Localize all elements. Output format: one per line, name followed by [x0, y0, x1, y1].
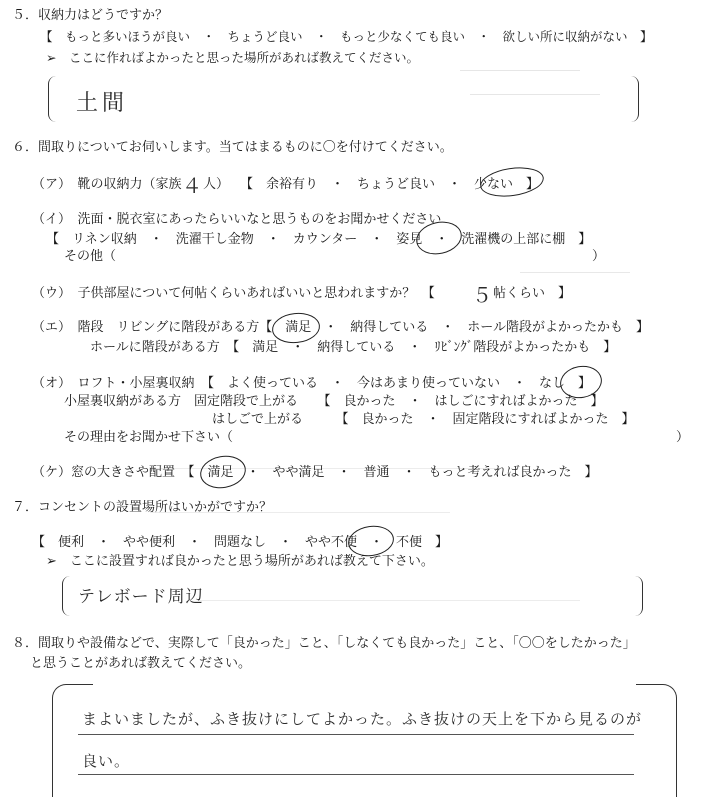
q8-answer-line2: 良い。	[82, 752, 131, 770]
bleed-line	[460, 70, 580, 71]
q6-title: ６．間取りについてお伺いします。当てはまるものに〇を付けてください。	[12, 140, 453, 155]
q7-title: ７．コンセントの設置場所はいかがですか？	[12, 500, 273, 515]
bleed-line	[520, 272, 630, 273]
q5-title: ５．収納力はどうですか？	[12, 8, 169, 23]
q6-a-selection-circle	[478, 164, 545, 201]
q6-u-text: （ウ） 子供部屋について何帖くらいあればいいと思われますか？ 【	[32, 286, 435, 301]
q6-e-line2: ホールに階段がある方 【 満足 ・ 納得している ・ ﾘﾋﾞﾝｸﾞ階段がよかったかも 】	[90, 340, 617, 355]
q7-sub-prompt: ➢ ここに設置すれば良かったと思う場所があれば教えて下さい。	[46, 554, 434, 569]
q7-answer-bracket-right	[612, 576, 643, 616]
q6-o-line2: 小屋裏収納がある方 固定階段で上がる 【 良かった ・ はしごにすればよかった 】	[64, 394, 604, 409]
q6-u-answer: ５	[472, 283, 492, 307]
q6-ke-selection-circle	[198, 452, 249, 492]
q5-answer: 土間	[76, 91, 129, 116]
q8-answer-line1: まよいましたが、ふき抜けにしてよかった。ふき抜けの天上を下から見るのが	[82, 710, 643, 728]
q6-a-unit: 人）	[203, 177, 230, 192]
q6-i-options: 【 リネン収納 ・ 洗濯干し金物 ・ カウンター ・ 姿見 ・ 洗濯機の上部に棚 】	[46, 232, 592, 247]
q6-a-options: 【 余裕有り ・ ちょうど良い ・ 少ない 】	[240, 177, 540, 192]
q6-i-other: その他（	[64, 249, 117, 264]
q6-u-suffix: 帖くらい 】	[493, 286, 572, 301]
q6-a-family-count: ４	[182, 174, 202, 198]
q8-line2: と思うことがあれば教えてください。	[30, 656, 252, 671]
q5-options: 【 もっと多いほうが良い ・ ちょうど良い ・ もっと少なくても良い ・ 欲しい所に収納がない 】	[40, 29, 653, 44]
q8-writing-rule	[78, 774, 634, 775]
q6-o-reason: その理由をお聞かせ下さい（	[64, 430, 234, 445]
q6-i-other-close: ）	[592, 249, 606, 264]
q6-ke-text: （ケ）窓の大きさや配置 【 満足 ・ やや満足 ・ 普通 ・ もっと考えれば良かった 】	[32, 465, 598, 480]
q8-writing-rule	[78, 734, 634, 735]
q6-i-text: （イ） 洗面・脱衣室にあったらいいなと思うものをお聞かせください	[32, 212, 442, 227]
q8-answer-frame-right	[636, 684, 677, 797]
q5-sub-prompt: ➢ ここに作ればよかったと思った場所があれば教えてください。	[46, 50, 419, 65]
q6-o-line3: はしごで上がる 【 良かった ・ 固定階段にすればよかった 】	[212, 412, 635, 427]
q6-a-text: （ア） 靴の収納力（家族	[32, 177, 182, 192]
q7-answer: テレボード周辺	[78, 587, 204, 607]
q6-e-line1: （エ） 階段 リビングに階段がある方【 満足 ・ 納得している ・ ホール階段がよかったかも 】	[32, 320, 649, 335]
q8-answer-frame-left	[52, 684, 93, 797]
q6-o-reason-close: ）	[676, 430, 690, 445]
bleed-line	[200, 600, 580, 601]
q8-line1: ８．間取りや設備などで、実際して「良かった」こと、「しなくても良かった」こと、「〇〇をしたかった」	[12, 636, 636, 651]
q7-options: 【 便利 ・ やや便利 ・ 問題なし ・ やや不便 ・ 不便 】	[32, 535, 449, 550]
q5-answer-bracket-right	[600, 76, 639, 122]
q6-o-line1: （オ） ロフト・小屋裏収納 【 よく使っている ・ 今はあまり使っていない ・ なし 】	[32, 376, 592, 391]
q5-answer-bracket-left	[48, 76, 639, 122]
